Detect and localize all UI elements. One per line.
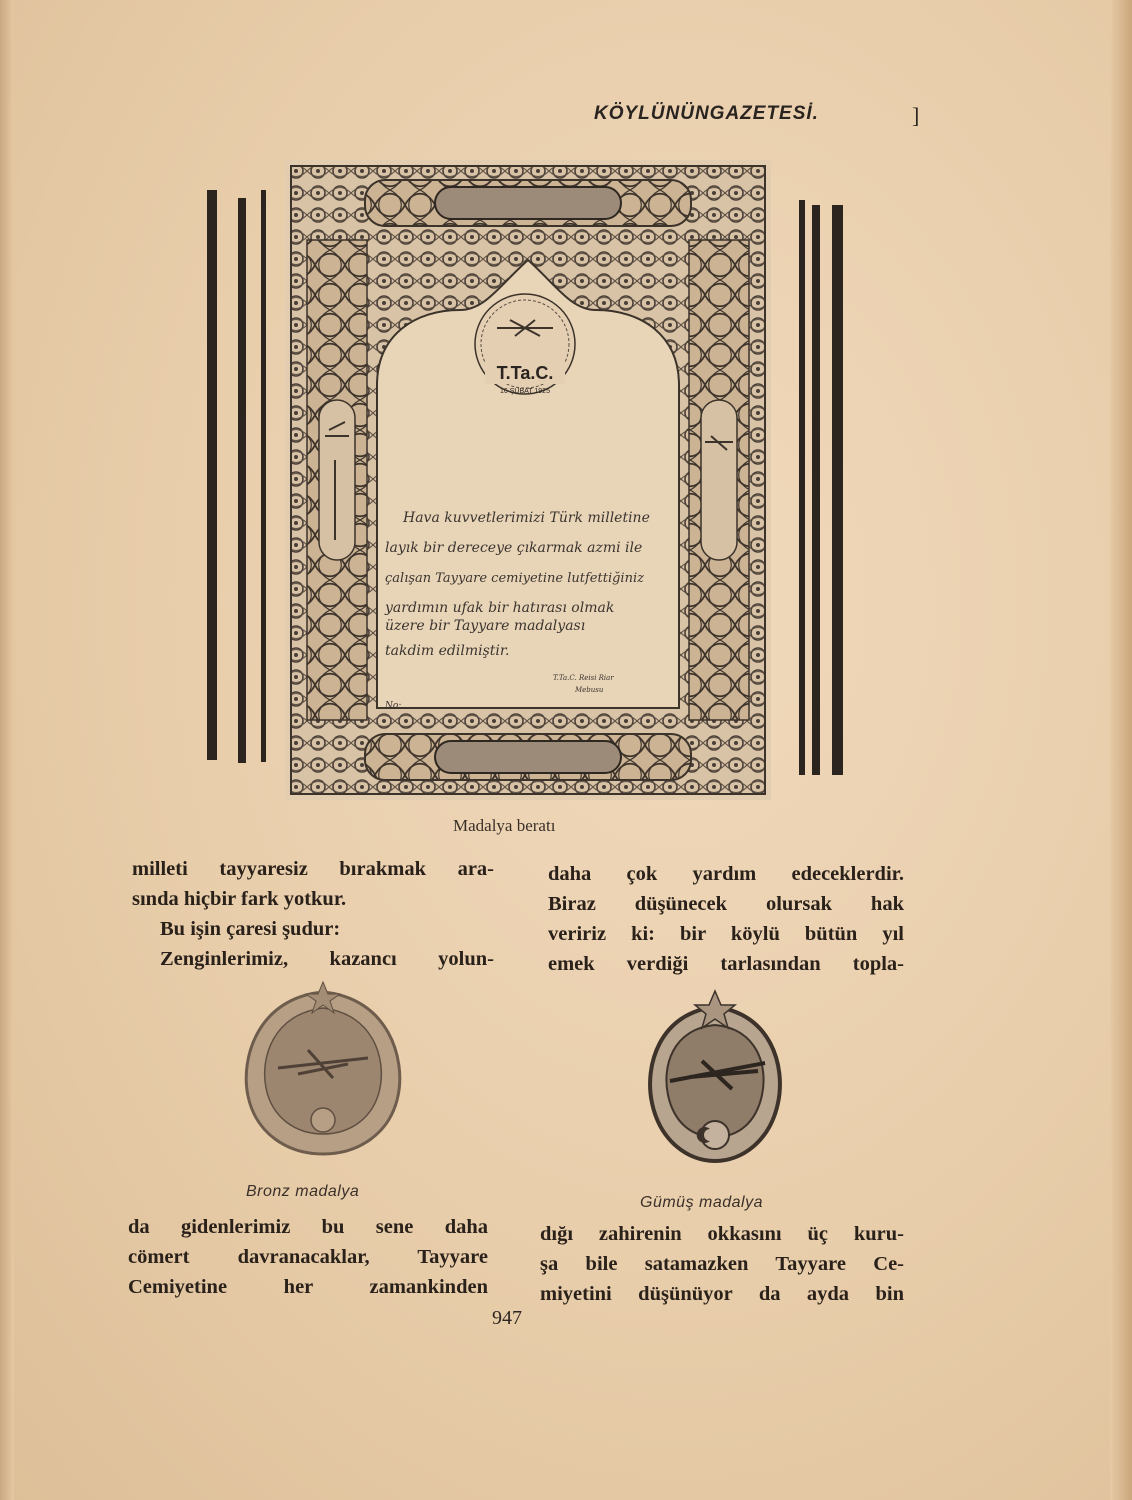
script-line-6: takdim edilmiştir. xyxy=(385,643,510,659)
text-line: sında hiçbir fark yotkur. xyxy=(132,888,347,910)
emblem-date: 16 ŞUBAT 1925 xyxy=(500,388,550,395)
script-line-1: Hava kuvvetlerimizi Türk milletine xyxy=(403,510,650,526)
bronze-medal-caption: Bronz madalya xyxy=(246,1183,360,1200)
text-line: Zenginlerimiz, kazancı yolun- xyxy=(160,948,494,970)
text-line: cömert davranacaklar, Tayyare xyxy=(128,1246,488,1268)
medal-certificate xyxy=(285,160,771,800)
text-line: emek verdiği tarlasından topla- xyxy=(548,953,904,975)
script-line-4: yardımın ufak bir hatırası olmak xyxy=(385,600,615,616)
text-line: miyetini düşünüyor da ayda bin xyxy=(540,1283,904,1305)
text-line: şa bile satamazken Tayyare Ce- xyxy=(540,1253,904,1275)
right-column-top xyxy=(548,859,904,979)
page-left-edge xyxy=(0,0,14,1500)
running-header: KÖYLÜNÜNGAZETESİ. xyxy=(594,103,819,124)
silver-medal-image xyxy=(640,985,790,1167)
text-line: daha çok yardım edeceklerdir. xyxy=(548,863,904,885)
text-line: da gidenlerimiz bu sene daha xyxy=(128,1216,488,1238)
text-line: Bu işin çaresi şudur: xyxy=(160,918,341,940)
text-line: dığı zahirenin okkasını üç kuru- xyxy=(540,1223,904,1245)
script-line-3: çalışan Tayyare cemiyetine lutfettiğiniz xyxy=(385,571,644,586)
left-column-bottom xyxy=(128,1212,488,1302)
page-right-edge xyxy=(1110,0,1132,1500)
right-column-bottom xyxy=(540,1219,904,1309)
emblem-text: T.Ta.C. xyxy=(496,363,554,383)
signature-line-1: T.Ta.C. Reisi Riar xyxy=(553,674,614,682)
script-line-5: üzere bir Tayyare madalyası xyxy=(385,618,586,634)
bronze-medal-image xyxy=(238,978,408,1160)
certificate-caption: Madalya beratı xyxy=(453,816,556,835)
page-number: 947 xyxy=(492,1307,522,1329)
certificate-number-label: No: xyxy=(385,701,402,711)
left-column-top xyxy=(132,854,494,974)
signature-line-2: Mebusu xyxy=(575,686,604,694)
text-line: veririz ki: bir köylü bütün yıl xyxy=(548,923,904,945)
text-line: milleti tayyaresiz bırakmak ara- xyxy=(132,858,494,880)
header-bracket-mark: ] xyxy=(912,103,920,128)
text-line: Biraz düşünecek olursak hak xyxy=(548,893,904,915)
silver-medal-caption: Gümüş madalya xyxy=(640,1194,763,1211)
text-line: Cemiyetine her zamankinden xyxy=(128,1276,488,1298)
script-line-2: layık bir dereceye çıkarmak azmi ile xyxy=(385,540,643,556)
